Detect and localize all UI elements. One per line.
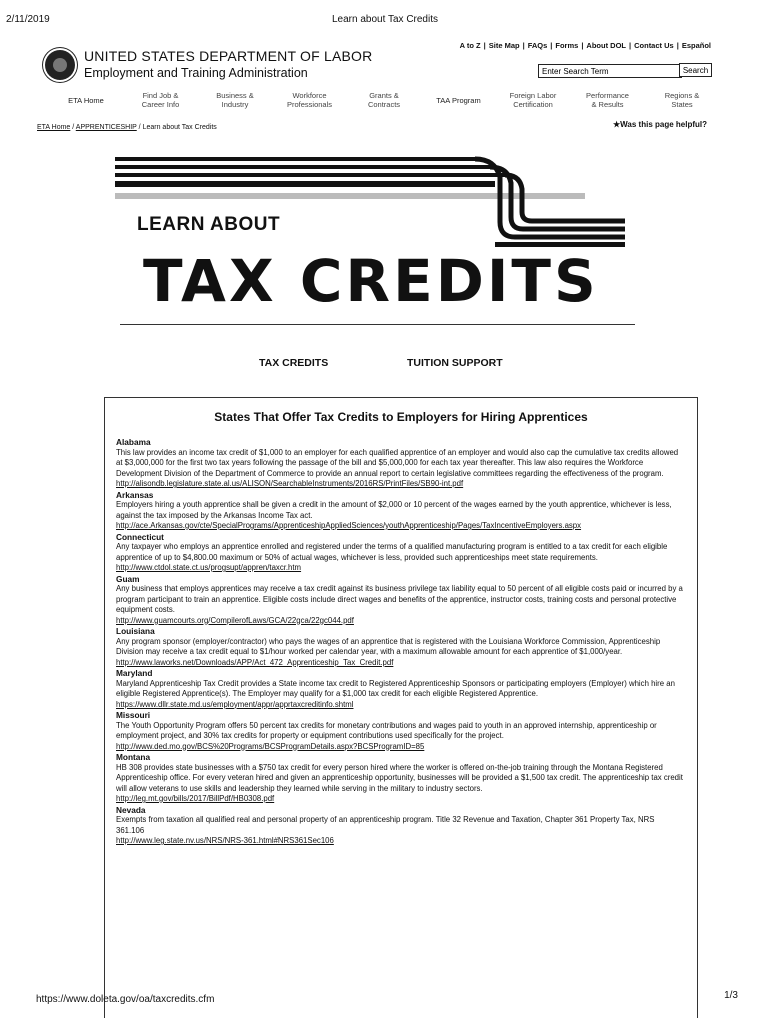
tab-tax-credits[interactable]: TAX CREDITS [259,357,329,369]
state-link[interactable]: https://www.dllr.state.md.us/employment/appr/apprtaxcreditinfo.shtml [116,699,354,709]
nav-taa-program[interactable]: TAA Program [436,96,481,105]
nav-regions-states[interactable]: Regions & States [664,91,700,109]
content-title: States That Offer Tax Credits to Employers for Hiring Apprentices [214,410,588,424]
state-link[interactable]: http://www.laworks.net/Downloads/APP/Act_472_Apprenticeship_Tax_Credit.pdf [116,657,394,667]
state-description: HB 308 provides state businesses with a $750 tax credit for every person hired where the worker is offered on-the-job training through the Montana Registered Apprenticeship office. For every veteran hired and given an apprenticeship opportunity, businesses will be provided a $1,500 tax credit. The apprenticeship tax credit will allow veterans to use skills and leadership they learned while serving in the military to industry sectors. [116,762,683,793]
state-link[interactable]: http://www.ctdol.state.ct.us/progsupt/appren/taxcr.htm [116,563,302,572]
breadcrumb [37,124,217,131]
breadcrumb-separator: / [136,124,143,131]
state-link[interactable]: http://www.guamcourts.org/CompilerofLaws/GCA/22gca/22gc044.pdf [116,615,354,625]
state-description: Any business that employs apprentices may receive a tax credit against its business privilege tax liability equal to 50 percent of all eligible costs paid or incurred by a program participant to train an apprentice. Eligible costs include direct wages and benefits of the apprentice, instructor costs, training costs and personal protective equipment costs. [116,584,683,614]
link-espanol[interactable]: Español [681,41,711,50]
dol-seal-logo[interactable] [45,50,75,80]
page-helpful-link[interactable]: ★Was this page helpful? [613,120,707,129]
link-about-dol[interactable]: About DOL [586,41,626,50]
state-entry [116,437,684,490]
utility-links: A to Z | Site Map | FAQs | Forms | About DOL | Contact Us | Español [459,41,711,50]
state-name: Louisiana [116,626,155,636]
state-name: Missouri [116,710,151,720]
print-date: 2/11/2019 [6,14,50,25]
banner-divider [120,324,635,325]
state-entry [116,574,684,627]
tab-tuition-support[interactable]: TUITION SUPPORT [407,357,503,369]
state-link[interactable]: http://www.leg.state.nv.us/NRS/NRS-361.html#NRS361Sec106 [116,836,334,845]
state-entry [116,490,684,532]
state-entry [116,668,684,710]
state-entry [116,805,684,847]
search-button[interactable]: Search [679,63,712,77]
breadcrumb-eta-home[interactable]: ETA Home [37,124,71,131]
link-a-to-z[interactable]: A to Z [459,41,481,50]
state-description: Exempts from taxation all qualified real and personal property of an apprenticeship program. Title 32 Revenue and Taxation, Chapter 361 Property Tax, NRS 361.106 [116,815,655,835]
banner-graphic [95,147,635,257]
state-link[interactable]: http://ace.Arkansas.gov/cte/SpecialPrograms/ApprenticeshipAppliedSciences/youthApprenticeship/Pages/TaxIncentiveEmployers.aspx [116,521,582,530]
state-list [116,437,684,847]
footer-url: https://www.doleta.gov/oa/taxcredits.cfm [36,994,215,1005]
link-forms[interactable]: Forms [555,41,579,50]
state-link[interactable]: http://leg.mt.gov/bills/2017/BillPdf/HB0308.pdf [116,794,275,803]
nav-performance-results[interactable]: Performance & Results [586,91,629,109]
state-link[interactable]: http://alisondb.legislature.state.al.us/ALISON/SearchableInstruments/2016RS/PrintFiles/SB90-int.pdf [116,479,464,488]
state-description: Any program sponsor (employer/contractor) who pays the wages of an apprentice that is registered with the Louisiana Workforce Commission, Apprenticeship Division may receive a tax credit equal to $1/hour worked per calendar year, with a maximum allowable amount for each apprentice of $1,000/year. [116,636,661,656]
link-faqs[interactable]: FAQs [527,41,548,50]
state-description: The Youth Opportunity Program offers 50 percent tax credits for monetary contributions and wages paid to youth in an approved internship, apprenticeship or employment project, and 30% tax credits for property or equipment contributions used specifically for the project. [116,720,657,740]
breadcrumb-apprenticeship[interactable]: APPRENTICESHIP [75,124,137,131]
nav-grants-contracts[interactable]: Grants & Contracts [367,91,401,109]
nav-workforce-professionals[interactable]: Workforce Professionals [286,91,333,109]
state-name: Maryland [116,668,153,678]
content-panel [104,397,698,1018]
state-name: Nevada [116,804,146,815]
footer-page-number: 1/3 [724,990,738,1001]
banner-learn-about: LEARN ABOUT [137,214,281,235]
state-link[interactable]: http://www.ded.mo.gov/BCS%20Programs/BCSProgramDetails.aspx?BCSProgramID=85 [116,741,425,751]
state-name: Guam [116,573,140,584]
link-site-map[interactable]: Site Map [488,41,520,50]
state-name: Arkansas [116,489,154,500]
nav-find-job[interactable]: Find Job & Career Info [141,91,180,109]
search-input[interactable] [538,64,682,78]
state-entry [116,532,684,574]
state-description: This law provides an income tax credit of $1,000 to an employer for each qualified apprentice of an employer and would also cap the cumulative tax credits allowed at $3,000,000 for the first two tax years following the passage of the bill and $5,000,000 for each tax year thereafter. This law also requires the Workforce Development Division of the Department of Commerce to provide an annual report to certain legislative committees regarding the effectiveness of the program. [116,447,679,478]
breadcrumb-separator: / [70,124,76,131]
state-name: Montana [116,752,151,762]
state-description: Maryland Apprenticeship Tax Credit provides a State income tax credit to Registered Apprenticeship Sponsors or participating employers (Employer) which hire an eligible Registered Apprentice(s). The Employer may qualify for a $1,000 tax credit for each eligible Registered Apprentice. [116,678,675,698]
state-description: Any taxpayer who employs an apprentice enrolled and registered under the terms of a qualified manufacturing program is entitled to a tax credit for each eligible apprentice of up to $4,800.00 maximum or 50% of actual wages, whichever is less, provided such apprenticeships meet state requirements. [116,542,668,562]
print-title: Learn about Tax Credits [332,14,438,25]
state-entry [116,752,684,805]
banner-tax-credits: TAX CREDITS [143,247,599,315]
nav-foreign-labor[interactable]: Foreign Labor Certification [509,91,557,109]
state-description: Employers hiring a youth apprentice shall be given a credit in the amount of $2,000 or 10 percent of the wages earned by the youth apprentice, whichever is less, against the tax imposed by the Arkansas Income Tax act. [116,500,672,520]
nav-business-industry[interactable]: Business & Industry [216,91,254,109]
state-entry [116,710,684,752]
state-name: Connecticut [116,531,164,542]
agency-name[interactable]: UNITED STATES DEPARTMENT OF LABOR [84,48,373,64]
nav-eta-home[interactable]: ETA Home [68,96,104,105]
state-entry [116,626,684,668]
sub-agency-name[interactable]: Employment and Training Administration [84,66,308,80]
breadcrumb-current: Learn about Tax Credits [142,124,217,131]
link-contact-us[interactable]: Contact Us [634,41,674,50]
main-nav [50,91,718,109]
state-name: Alabama [116,437,151,447]
